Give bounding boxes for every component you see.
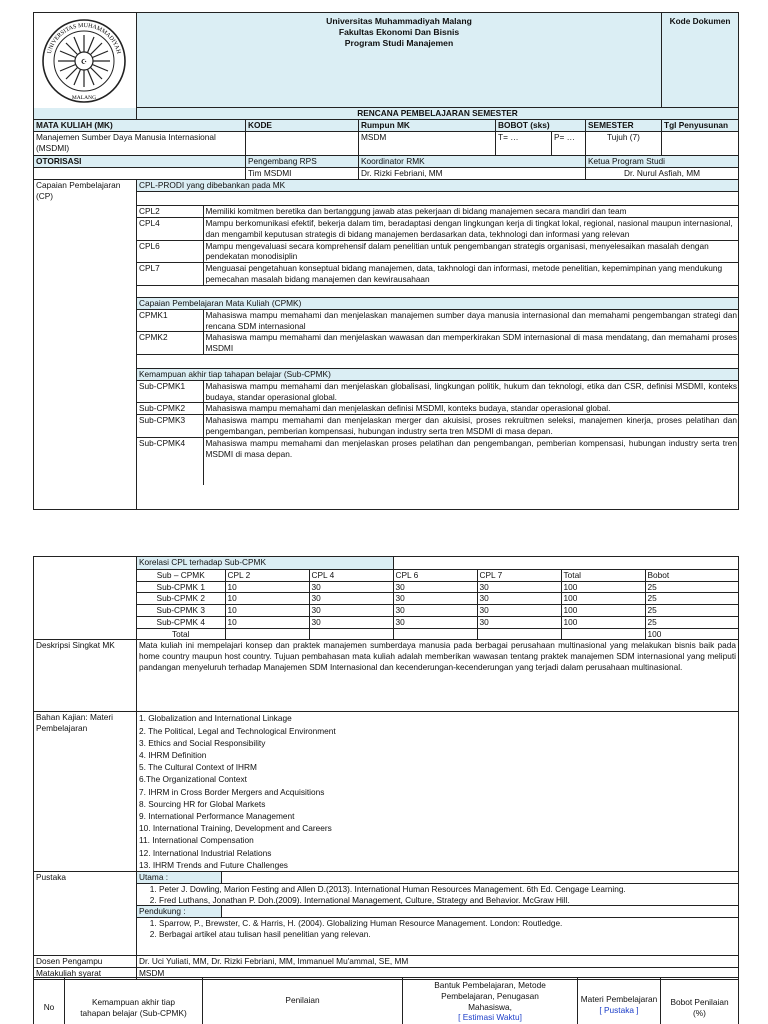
korelasi-cell: 100	[561, 605, 645, 617]
cpmk-text: Mahasiswa mampu memahami dan menjelaskan wawasan dan memperkirakan SDM internasional di masa mendatang, dan memahami proses MSDMI	[203, 332, 739, 355]
pustaka-pendukung-item: 2. Berbagai artikel atau tulisan hasil penelitian yang relevan.	[159, 929, 737, 940]
col-materi-label: Materi Pembelajaran	[580, 993, 658, 1004]
korelasi-col-header: Total	[561, 569, 645, 581]
korelasi-col-header: CPL 4	[309, 569, 393, 581]
umm-logo	[36, 15, 132, 105]
cp-content	[137, 179, 739, 509]
bahan-label: Bahan Kajian: Materi Pembelajaran	[34, 712, 137, 872]
korelasi-cell: 10	[225, 593, 309, 605]
col-materi	[578, 978, 661, 1024]
list-item: 12. International Industrial Relations	[139, 847, 272, 858]
list-item: 3. Ethics and Social Responsibility	[139, 737, 266, 748]
cpmk-header: Capaian Pembelajaran Mata Kuliah (CPMK)	[137, 297, 739, 309]
pengembang-value: Tim MSDMI	[246, 167, 359, 179]
col-pustaka: [ Pustaka ]	[599, 1004, 639, 1015]
faculty-name: Fakultas Ekonomi Dan Bisnis	[338, 27, 460, 38]
korelasi-cell: 30	[477, 581, 561, 593]
cpl-code: CPL4	[137, 218, 203, 241]
korelasi-cell: 10	[225, 605, 309, 617]
korelasi-cell: 30	[477, 605, 561, 617]
list-item: 10. International Training, Development and Careers	[139, 823, 332, 834]
ketua-value: Dr. Nurul Asfiah, MM	[586, 167, 739, 179]
korelasi-cell: 30	[477, 593, 561, 605]
korelasi-cell: 100	[561, 593, 645, 605]
list-item: 7. IHRM in Cross Border Mergers and Acquisitions	[139, 786, 325, 797]
col-rumpun: Rumpun MK	[359, 119, 496, 131]
pustaka-utama-item: 2. Fred Luthans, Jonathan P. Doh.(2009). International Management, Culture, Strategy and Behavior. McGraw Hill.	[159, 895, 737, 906]
syarat-value: MSDM	[137, 967, 739, 979]
list-item: 13. IHRM Trends and Future Challenges	[139, 859, 288, 870]
rps-detail-table	[33, 556, 739, 980]
doc-code-label: Kode Dokumen	[669, 16, 731, 26]
korelasi-cell: Sub-CPMK 1	[137, 581, 225, 593]
korelasi-cell: 30	[309, 616, 393, 628]
cpl-header: CPL-PRODI yang dibebankan pada MK	[137, 180, 739, 192]
pustaka-content	[137, 872, 739, 956]
table-row	[137, 593, 739, 605]
list-item: 4. IHRM Definition	[139, 750, 207, 761]
sub-cpmk-header: Kemampuan akhir tiap tahapan belajar (Sub-CPMK)	[137, 368, 739, 380]
col-kemampuan: Kemampuan akhir tiap tahapan belajar (Sub-CPMK)	[65, 978, 203, 1024]
cpl-text: Memiliki komitmen beretika dan bertanggung jawab atas pekerjaan di bidang manajemen secara mandiri dan team	[203, 206, 739, 218]
dosen-value: Dr. Uci Yuliati, MM, Dr. Rizki Febriani, MM, Immanuel Mu'ammal, SE, MM	[137, 956, 739, 968]
list-item: 1. Globalization and International Linkage	[139, 713, 292, 724]
rps-title: RENCANA PEMBELAJARAN SEMESTER	[137, 108, 739, 120]
korelasi-cell: 10	[225, 581, 309, 593]
svg-text:UNIVERSITAS MUHAMMADIYAH: UNIVERSITAS MUHAMMADIYAH	[46, 23, 122, 55]
korelasi-cell: Sub-CPMK 4	[137, 616, 225, 628]
program-name: Program Studi Manajemen	[344, 38, 454, 49]
korelasi-col-header: Sub – CPMK	[137, 569, 225, 581]
ketua-label: Ketua Program Studi	[586, 155, 739, 167]
pustaka-pendukung-item: 1. Sparrow, P., Brewster, C. & Harris, H. (2004). Globalizing Human Resource Management. London: Routledge.	[159, 918, 737, 929]
dosen-label: Dosen Pengampu	[34, 956, 137, 968]
col-bobot: Bobot Penilaian (%)	[661, 978, 739, 1024]
sub-cpmk-code: Sub-CPMK1	[137, 380, 203, 403]
korelasi-total-label: Total	[137, 628, 225, 639]
korelasi-cell: 25	[645, 581, 739, 593]
col-mk: MATA KULIAH (MK)	[34, 119, 246, 131]
korelasi-cell: 100	[561, 616, 645, 628]
col-bantuk-label: Bantuk Pembelajaran, Metode Pembelajaran, Penugasan Mahasiswa,	[434, 980, 546, 1012]
list-item: 9. International Performance Management	[139, 811, 295, 822]
cpmk-code: CPMK2	[137, 332, 203, 355]
pustaka-pendukung-label: Pendukung :	[137, 906, 221, 918]
list-item: 11. International Compensation	[139, 835, 254, 846]
cpl-text: Menguasai pengetahuan konseptual bidang manajemen, data, takhnologi dan informasi, metode penelitian, kepemimpinan yang mendukung pemecahan masalah bidang manajemen dan kewirausahaan	[203, 263, 739, 286]
korelasi-cell: 30	[309, 593, 393, 605]
sub-cpmk-text: Mahasiswa mampu memahami dan menjelaskan merger dan akuisisi, proses rekruitmen seleksi, manajemen kinerja, proses pelatihan dan pengembangan, pemberian kompensasi, hubungan industry serta tren MSDMI di masa depan.	[203, 415, 739, 438]
col-bantuk	[403, 978, 578, 1024]
course-p: P= …	[552, 131, 586, 155]
sub-cpmk-text: Mahasiswa mampu memahami dan menjelaskan proses pelatihan dan pengembangan, pemberian kompensasi, hubungan industry serta tren MSDMI di masa depan.	[203, 437, 739, 485]
course-rumpun: MSDM	[359, 131, 496, 155]
course-kode-value	[246, 131, 359, 155]
list-item: 2. The Political, Legal and Technological Environment	[139, 725, 336, 736]
korelasi-cell: 10	[225, 616, 309, 628]
col-kode: KODE	[246, 119, 359, 131]
pustaka-label: Pustaka	[34, 872, 137, 956]
cpl-text: Mampu mengevaluasi secara komprehensif dalam penelitian untuk pengembangan strategis organisasi, menyelesaikan masalah dengan pendekatan monodisiplin	[203, 240, 739, 263]
korelasi-cell: 30	[393, 605, 477, 617]
col-no: No	[34, 978, 65, 1024]
logo-cell	[34, 13, 137, 108]
course-name: Manajemen Sumber Daya Manusia Internasional (MSDMI)	[34, 131, 246, 155]
cpl-code: CPL7	[137, 263, 203, 286]
pengembang-label: Pengembang RPS	[246, 155, 359, 167]
korelasi-table	[137, 557, 739, 639]
course-semester: Tujuh (7)	[586, 131, 662, 155]
course-t: T= …	[496, 131, 552, 155]
weekly-plan-header	[33, 977, 739, 1024]
cpmk-code: CPMK1	[137, 309, 203, 332]
korelasi-cell: 100	[561, 581, 645, 593]
korelasi-cell: 30	[393, 616, 477, 628]
korelasi-col-header: CPL 6	[393, 569, 477, 581]
korelasi-cell: 30	[309, 581, 393, 593]
course-tgl-value	[662, 131, 739, 155]
table-row	[137, 616, 739, 628]
korelasi-cell: 30	[393, 593, 477, 605]
sub-cpmk-text: Mahasiswa mampu memahami dan menjelaskan globalisasi, lingkungan politik, hukum dan teknologi, etika dan CSR, definisi MSDMI, konteks budaya, standar operasional global.	[203, 380, 739, 403]
korelasi-total-bobot: 100	[645, 628, 739, 639]
cpl-code: CPL6	[137, 240, 203, 263]
koordinator-value: Dr. Rizki Febriani, MM	[359, 167, 586, 179]
col-tgl: Tgl Penyusunan	[662, 119, 739, 131]
svg-text:MALANG: MALANG	[71, 95, 97, 102]
korelasi-cell: 30	[393, 581, 477, 593]
korelasi-cell: 30	[309, 605, 393, 617]
korelasi-col-header: Bobot	[645, 569, 739, 581]
table-row	[137, 605, 739, 617]
deskripsi-text: Mata kuliah ini mempelajari konsep dan praktek manajemen sumberdaya manusia pada berbagai perusahaan multinasional yang melakukan bisnis baik pada home country maupun host country. Tujuan pembahasan mata kuliah adalah memberikan wawasan tentang praktek manajemen SDM internasional yang meliputi pandangan menyeluruh terhadap Manajemen SDM Internasional dan kecenderungan-kecenderungan yang terjadi dalam perusahaan multinasional.	[137, 640, 739, 712]
korelasi-cell: 30	[477, 616, 561, 628]
cp-inner-table	[137, 180, 739, 486]
rps-header-table	[33, 12, 739, 510]
cpmk-text: Mahasiswa mampu memahami dan menjelaskan manajemen sumber daya manusia internasional dan memahami pengembangan strategi dan rencana SDM internasional	[203, 309, 739, 332]
list-item: 8. Sourcing HR for Global Markets	[139, 798, 266, 809]
sub-cpmk-text: Mahasiswa mampu memahami dan menjelaskan definisi MSDMI, konteks budaya, standar operasional global.	[203, 403, 739, 415]
cp-label: Capaian Pembelajaran (CP)	[34, 179, 137, 509]
korelasi-cell: Sub-CPMK 2	[137, 593, 225, 605]
korelasi-cell: 25	[645, 605, 739, 617]
sub-cpmk-code: Sub-CPMK2	[137, 403, 203, 415]
koordinator-label: Koordinator RMK	[359, 155, 586, 167]
korelasi-col-header: CPL 7	[477, 569, 561, 581]
university-name: Universitas Muhammadiyah Malang	[326, 16, 472, 26]
cpl-text: Mampu berkomunikasi efektif, bekerja dalam tim, beradaptasi dengan lingkungan kerja di tingkat lokal, regional, nasional maupun internasional, dan mengambil keputusan strategis di bidang manajemen berdasarkan data, tekhnologi dan informasi yang relevan	[203, 218, 739, 241]
svg-text:☪: ☪	[80, 58, 88, 67]
korelasi-title: Korelasi CPL terhadap Sub-CPMK	[137, 557, 393, 569]
korelasi-cell: 25	[645, 616, 739, 628]
sub-cpmk-code: Sub-CPMK3	[137, 415, 203, 438]
korelasi-col-header: CPL 2	[225, 569, 309, 581]
cpl-code: CPL2	[137, 206, 203, 218]
institution-header	[137, 13, 662, 108]
korelasi-cell: 25	[645, 593, 739, 605]
col-semester: SEMESTER	[586, 119, 662, 131]
table-row	[137, 581, 739, 593]
deskripsi-label: Deskripsi Singkat MK	[34, 640, 137, 712]
syarat-label: Matakuliah syarat	[34, 967, 137, 979]
bahan-list	[137, 712, 739, 872]
list-item: 6.The Organizational Context	[139, 774, 247, 785]
col-estimasi: [ Estimasi Waktu]	[458, 1012, 522, 1023]
list-item: 5. The Cultural Context of IHRM	[139, 762, 257, 773]
col-penilaian: Penilaian	[203, 978, 403, 1024]
col-bobot: BOBOT (sks)	[496, 119, 586, 131]
pustaka-utama-item: 1. Peter J. Dowling, Marion Festing and Allen D.(2013). International Human Resources Management. 6th Ed. Cengage Learning.	[159, 884, 737, 895]
otorisasi-label: OTORISASI	[34, 155, 246, 167]
korelasi-cell: Sub-CPMK 3	[137, 605, 225, 617]
sub-cpmk-code: Sub-CPMK4	[137, 437, 203, 485]
table-row	[137, 628, 739, 639]
pustaka-utama-label: Utama :	[137, 872, 221, 883]
doc-code-cell	[662, 13, 739, 108]
